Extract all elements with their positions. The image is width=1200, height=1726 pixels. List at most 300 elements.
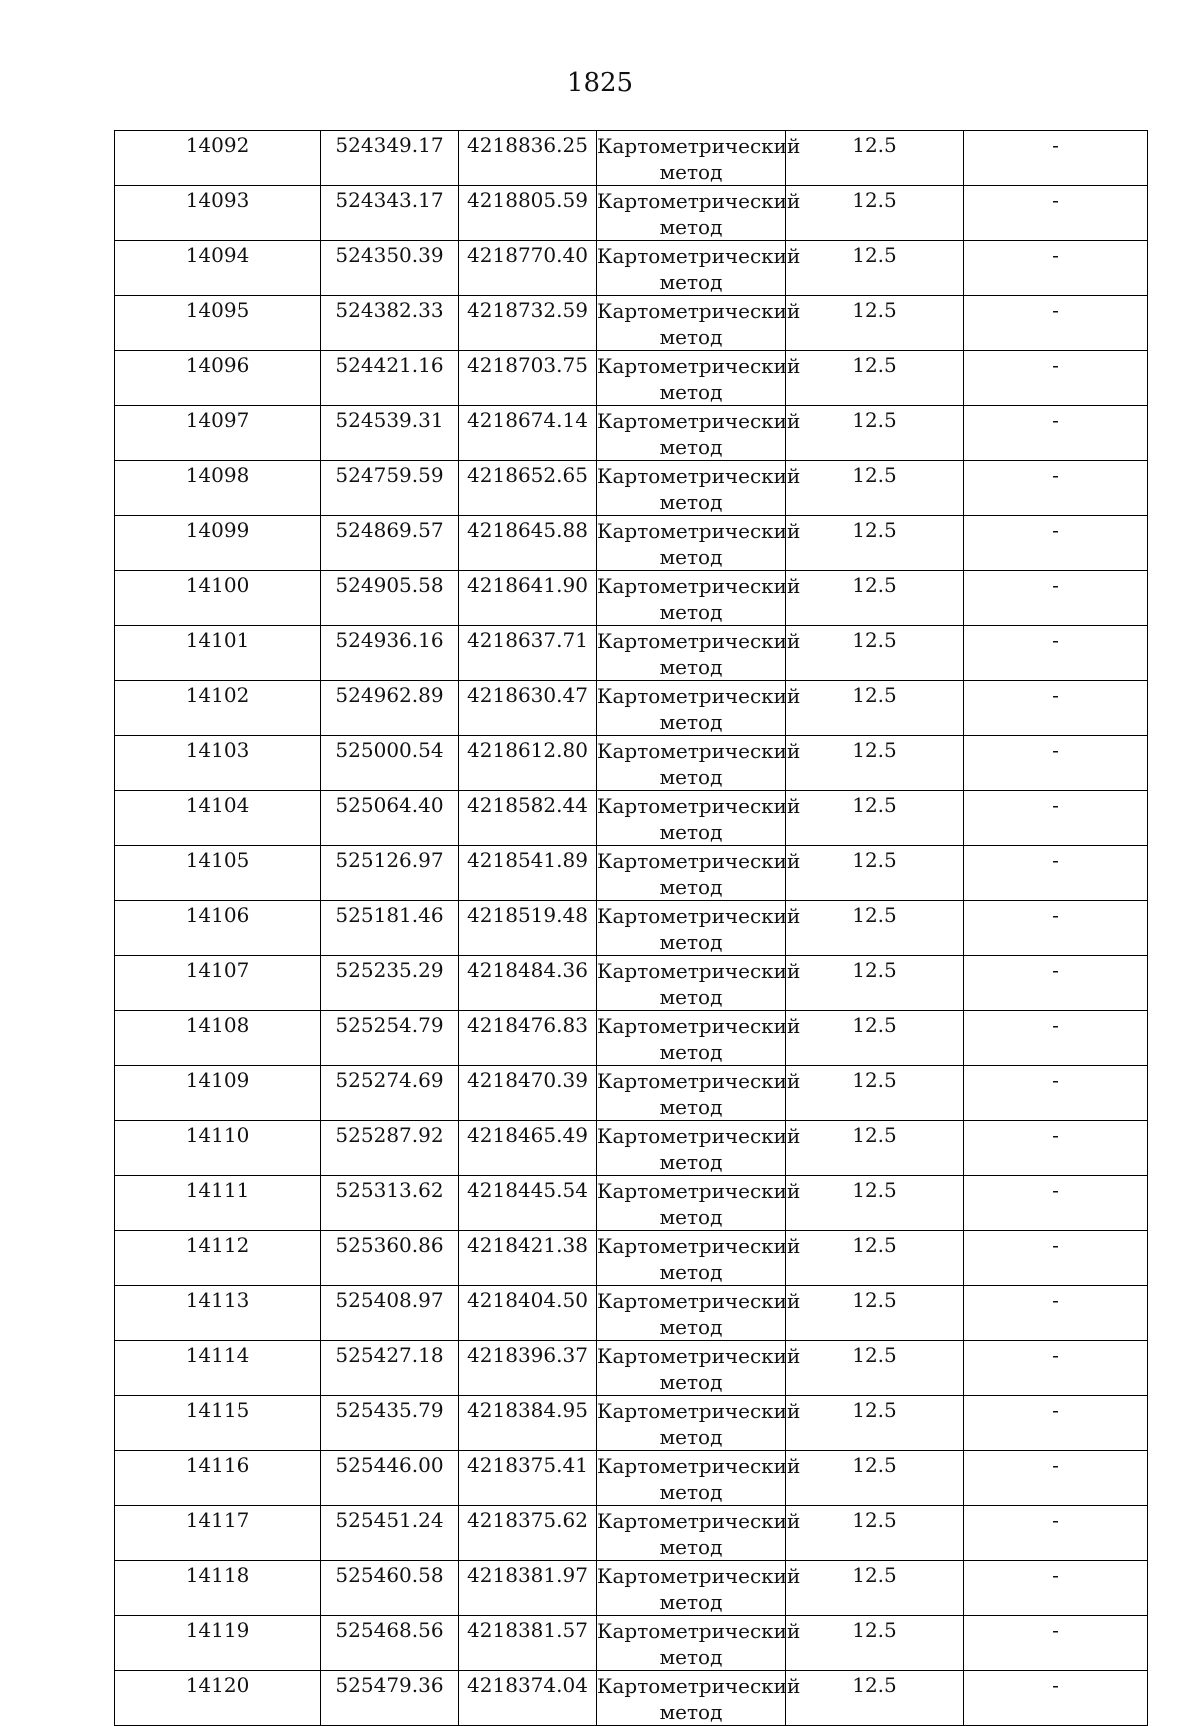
x-coordinate-text: 525408.97: [335, 1288, 444, 1312]
note-cell: [964, 681, 1148, 736]
table-row: [115, 681, 1148, 736]
x-coordinate-text: 524759.59: [335, 463, 444, 487]
point-number-text: 14109: [185, 1068, 250, 1092]
method-text: Картометрический метод: [597, 1564, 801, 1614]
x-coordinate-text: 525000.54: [335, 738, 444, 762]
point-number-text: 14119: [185, 1618, 250, 1642]
note-cell: [964, 1671, 1148, 1726]
point-number-cell: [115, 1341, 321, 1396]
point-number-cell: [115, 406, 321, 461]
table-row: [115, 1671, 1148, 1726]
point-number-text: 14111: [185, 1178, 250, 1202]
y-coordinate-text: 4218445.54: [467, 1178, 588, 1202]
precision-text: 12.5: [852, 573, 897, 597]
method-cell: [597, 1616, 801, 1671]
method-text: Картометрический метод: [597, 1014, 801, 1064]
method-text: Картометрический метод: [597, 189, 801, 239]
x-coordinate-text: 524421.16: [335, 353, 444, 377]
method-cell: [597, 1671, 801, 1726]
method-cell: [597, 1506, 801, 1561]
point-number-cell: [115, 351, 321, 406]
point-number-text: 14100: [185, 573, 250, 597]
note-cell: [964, 846, 1148, 901]
y-coordinate-cell: [459, 1066, 597, 1121]
method-text: Картометрический метод: [597, 629, 801, 679]
y-coordinate-text: 4218770.40: [467, 243, 588, 267]
point-number-cell: [115, 516, 321, 571]
x-coordinate-text: 524349.17: [335, 133, 444, 157]
note-text: -: [1052, 408, 1059, 432]
note-text: -: [1052, 903, 1059, 927]
precision-text: 12.5: [852, 1673, 897, 1697]
point-number-text: 14097: [185, 408, 250, 432]
x-coordinate-text: 524936.16: [335, 628, 444, 652]
y-coordinate-text: 4218375.41: [467, 1453, 588, 1477]
method-text: Картометрический метод: [597, 1454, 801, 1504]
method-text: Картометрический метод: [597, 1069, 801, 1119]
table-row: [115, 571, 1148, 626]
precision-text: 12.5: [852, 518, 897, 542]
table-row: [115, 1231, 1148, 1286]
y-coordinate-text: 4218375.62: [467, 1508, 588, 1532]
x-coordinate-cell: [321, 571, 459, 626]
note-cell: [964, 1286, 1148, 1341]
x-coordinate-text: 524539.31: [335, 408, 444, 432]
precision-text: 12.5: [852, 1398, 897, 1422]
point-number-text: 14102: [185, 683, 250, 707]
method-text: Картометрический метод: [597, 739, 801, 789]
x-coordinate-cell: [321, 681, 459, 736]
precision-text: 12.5: [852, 628, 897, 652]
x-coordinate-cell: [321, 1011, 459, 1066]
table-row: [115, 1011, 1148, 1066]
y-coordinate-cell: [459, 1396, 597, 1451]
method-cell: [597, 1451, 801, 1506]
precision-text: 12.5: [852, 1288, 897, 1312]
method-cell: [597, 626, 801, 681]
precision-cell: [786, 1671, 964, 1726]
point-number-cell: [115, 1231, 321, 1286]
point-number-cell: [115, 956, 321, 1011]
table-row: [115, 1561, 1148, 1616]
x-coordinate-text: 525274.69: [335, 1068, 444, 1092]
y-coordinate-text: 4218519.48: [467, 903, 588, 927]
method-cell: [597, 241, 801, 296]
precision-cell: [786, 791, 964, 846]
precision-text: 12.5: [852, 188, 897, 212]
point-number-text: 14110: [185, 1123, 250, 1147]
y-coordinate-text: 4218612.80: [467, 738, 588, 762]
table-row: [115, 791, 1148, 846]
x-coordinate-cell: [321, 296, 459, 351]
x-coordinate-cell: [321, 516, 459, 571]
note-cell: [964, 131, 1148, 186]
method-text: Картометрический метод: [597, 1234, 801, 1284]
method-text: Картометрический метод: [597, 574, 801, 624]
method-cell: [597, 1011, 801, 1066]
precision-cell: [786, 461, 964, 516]
precision-text: 12.5: [852, 243, 897, 267]
y-coordinate-text: 4218465.49: [467, 1123, 588, 1147]
point-number-cell: [115, 1011, 321, 1066]
precision-text: 12.5: [852, 1013, 897, 1037]
x-coordinate-cell: [321, 351, 459, 406]
y-coordinate-text: 4218836.25: [467, 133, 588, 157]
y-coordinate-text: 4218381.97: [467, 1563, 588, 1587]
method-cell: [597, 1286, 801, 1341]
x-coordinate-cell: [321, 1561, 459, 1616]
method-text: Картометрический метод: [597, 1289, 801, 1339]
precision-cell: [786, 681, 964, 736]
x-coordinate-text: 524905.58: [335, 573, 444, 597]
method-cell: [597, 1341, 801, 1396]
point-number-cell: [115, 1176, 321, 1231]
table-row: [115, 901, 1148, 956]
precision-text: 12.5: [852, 1453, 897, 1477]
point-number-cell: [115, 736, 321, 791]
y-coordinate-text: 4218652.65: [467, 463, 588, 487]
x-coordinate-text: 524962.89: [335, 683, 444, 707]
method-text: Картометрический метод: [597, 1124, 801, 1174]
point-number-text: 14115: [185, 1398, 250, 1422]
method-text: Картометрический метод: [597, 959, 801, 1009]
point-number-text: 14104: [185, 793, 250, 817]
y-coordinate-text: 4218374.04: [467, 1673, 588, 1697]
method-text: Картометрический метод: [597, 794, 801, 844]
precision-cell: [786, 1176, 964, 1231]
method-cell: [597, 131, 801, 186]
x-coordinate-cell: [321, 1231, 459, 1286]
precision-cell: [786, 186, 964, 241]
note-cell: [964, 1231, 1148, 1286]
x-coordinate-cell: [321, 791, 459, 846]
method-text: Картометрический метод: [597, 684, 801, 734]
y-coordinate-text: 4218641.90: [467, 573, 588, 597]
point-number-text: 14095: [185, 298, 250, 322]
precision-cell: [786, 626, 964, 681]
point-number-cell: [115, 1286, 321, 1341]
note-text: -: [1052, 1398, 1059, 1422]
note-cell: [964, 186, 1148, 241]
note-text: -: [1052, 463, 1059, 487]
note-cell: [964, 791, 1148, 846]
method-text: Картометрический метод: [597, 1509, 801, 1559]
note-cell: [964, 406, 1148, 461]
note-cell: [964, 1451, 1148, 1506]
precision-text: 12.5: [852, 848, 897, 872]
precision-cell: [786, 1451, 964, 1506]
y-coordinate-cell: [459, 736, 597, 791]
method-cell: [597, 736, 801, 791]
table-row: [115, 846, 1148, 901]
x-coordinate-cell: [321, 736, 459, 791]
method-cell: [597, 296, 801, 351]
method-cell: [597, 186, 801, 241]
point-number-cell: [115, 626, 321, 681]
x-coordinate-text: 525181.46: [335, 903, 444, 927]
method-cell: [597, 1231, 801, 1286]
point-number-text: 14103: [185, 738, 250, 762]
x-coordinate-text: 524869.57: [335, 518, 444, 542]
precision-cell: [786, 1396, 964, 1451]
table-row: [115, 351, 1148, 406]
note-cell: [964, 241, 1148, 296]
point-number-cell: [115, 1671, 321, 1726]
precision-cell: [786, 1011, 964, 1066]
method-text: Картометрический метод: [597, 409, 801, 459]
y-coordinate-text: 4218805.59: [467, 188, 588, 212]
point-number-cell: [115, 131, 321, 186]
x-coordinate-text: 525287.92: [335, 1123, 444, 1147]
x-coordinate-text: 525446.00: [335, 1453, 444, 1477]
x-coordinate-cell: [321, 406, 459, 461]
y-coordinate-cell: [459, 846, 597, 901]
point-number-text: 14113: [185, 1288, 250, 1312]
y-coordinate-text: 4218582.44: [467, 793, 588, 817]
note-text: -: [1052, 353, 1059, 377]
y-coordinate-cell: [459, 351, 597, 406]
y-coordinate-text: 4218703.75: [467, 353, 588, 377]
y-coordinate-text: 4218396.37: [467, 1343, 588, 1367]
note-cell: [964, 1121, 1148, 1176]
precision-text: 12.5: [852, 1563, 897, 1587]
note-cell: [964, 626, 1148, 681]
note-text: -: [1052, 1343, 1059, 1367]
point-number-text: 14101: [185, 628, 250, 652]
table-row: [115, 516, 1148, 571]
y-coordinate-cell: [459, 1011, 597, 1066]
method-cell: [597, 1121, 801, 1176]
x-coordinate-cell: [321, 1616, 459, 1671]
point-number-cell: [115, 1506, 321, 1561]
point-number-text: 14112: [185, 1233, 250, 1257]
method-text: Картометрический метод: [597, 1619, 801, 1669]
method-text: Картометрический метод: [597, 354, 801, 404]
y-coordinate-text: 4218381.57: [467, 1618, 588, 1642]
point-number-cell: [115, 186, 321, 241]
point-number-cell: [115, 296, 321, 351]
y-coordinate-text: 4218384.95: [467, 1398, 588, 1422]
point-number-text: 14114: [185, 1343, 250, 1367]
note-text: -: [1052, 133, 1059, 157]
method-text: Картометрический метод: [597, 1179, 801, 1229]
precision-cell: [786, 1286, 964, 1341]
point-number-text: 14093: [185, 188, 250, 212]
y-coordinate-cell: [459, 571, 597, 626]
point-number-text: 14092: [185, 133, 250, 157]
x-coordinate-text: 525460.58: [335, 1563, 444, 1587]
precision-text: 12.5: [852, 793, 897, 817]
point-number-cell: [115, 1066, 321, 1121]
note-text: -: [1052, 1233, 1059, 1257]
point-number-cell: [115, 241, 321, 296]
precision-text: 12.5: [852, 1508, 897, 1532]
x-coordinate-text: 525435.79: [335, 1398, 444, 1422]
precision-text: 12.5: [852, 408, 897, 432]
y-coordinate-cell: [459, 1231, 597, 1286]
y-coordinate-cell: [459, 1506, 597, 1561]
y-coordinate-cell: [459, 1286, 597, 1341]
table-row: [115, 131, 1148, 186]
method-cell: [597, 901, 801, 956]
x-coordinate-text: 525064.40: [335, 793, 444, 817]
note-cell: [964, 1066, 1148, 1121]
x-coordinate-text: 525468.56: [335, 1618, 444, 1642]
method-cell: [597, 516, 801, 571]
precision-text: 12.5: [852, 1233, 897, 1257]
y-coordinate-text: 4218484.36: [467, 958, 588, 982]
method-text: Картометрический метод: [597, 904, 801, 954]
note-text: -: [1052, 188, 1059, 212]
precision-text: 12.5: [852, 903, 897, 927]
precision-cell: [786, 1506, 964, 1561]
point-number-text: 14117: [185, 1508, 250, 1532]
note-cell: [964, 296, 1148, 351]
note-text: -: [1052, 1453, 1059, 1477]
note-text: -: [1052, 243, 1059, 267]
x-coordinate-cell: [321, 626, 459, 681]
x-coordinate-text: 525360.86: [335, 1233, 444, 1257]
point-number-text: 14116: [185, 1453, 250, 1477]
x-coordinate-cell: [321, 1066, 459, 1121]
y-coordinate-cell: [459, 1561, 597, 1616]
table-row: [115, 1451, 1148, 1506]
note-cell: [964, 1341, 1148, 1396]
x-coordinate-cell: [321, 1506, 459, 1561]
precision-cell: [786, 351, 964, 406]
x-coordinate-text: 524382.33: [335, 298, 444, 322]
x-coordinate-text: 525254.79: [335, 1013, 444, 1037]
precision-text: 12.5: [852, 958, 897, 982]
y-coordinate-cell: [459, 956, 597, 1011]
method-text: Картометрический метод: [597, 1344, 801, 1394]
y-coordinate-cell: [459, 131, 597, 186]
x-coordinate-cell: [321, 846, 459, 901]
method-text: Картометрический метод: [597, 244, 801, 294]
y-coordinate-text: 4218404.50: [467, 1288, 588, 1312]
x-coordinate-cell: [321, 1671, 459, 1726]
precision-cell: [786, 1561, 964, 1616]
point-number-text: 14094: [185, 243, 250, 267]
precision-cell: [786, 1341, 964, 1396]
x-coordinate-text: 525451.24: [335, 1508, 444, 1532]
y-coordinate-text: 4218630.47: [467, 683, 588, 707]
table-row: [115, 1121, 1148, 1176]
note-text: -: [1052, 628, 1059, 652]
precision-cell: [786, 241, 964, 296]
x-coordinate-text: 525479.36: [335, 1673, 444, 1697]
point-number-cell: [115, 681, 321, 736]
x-coordinate-text: 525235.29: [335, 958, 444, 982]
y-coordinate-cell: [459, 296, 597, 351]
y-coordinate-cell: [459, 186, 597, 241]
x-coordinate-cell: [321, 1341, 459, 1396]
note-text: -: [1052, 1508, 1059, 1532]
table-row: [115, 186, 1148, 241]
x-coordinate-cell: [321, 1286, 459, 1341]
method-cell: [597, 571, 801, 626]
precision-cell: [786, 296, 964, 351]
table-row: [115, 1341, 1148, 1396]
point-number-cell: [115, 1561, 321, 1616]
note-text: -: [1052, 848, 1059, 872]
method-cell: [597, 1066, 801, 1121]
y-coordinate-cell: [459, 461, 597, 516]
y-coordinate-cell: [459, 791, 597, 846]
y-coordinate-text: 4218637.71: [467, 628, 588, 652]
table-row: [115, 626, 1148, 681]
point-number-text: 14098: [185, 463, 250, 487]
y-coordinate-text: 4218732.59: [467, 298, 588, 322]
y-coordinate-cell: [459, 241, 597, 296]
point-number-cell: [115, 1396, 321, 1451]
x-coordinate-cell: [321, 1396, 459, 1451]
table-row: [115, 1286, 1148, 1341]
table-row: [115, 406, 1148, 461]
page-number: 1825: [566, 68, 634, 98]
note-text: -: [1052, 1013, 1059, 1037]
note-text: -: [1052, 518, 1059, 542]
x-coordinate-text: 524350.39: [335, 243, 444, 267]
x-coordinate-cell: [321, 956, 459, 1011]
note-cell: [964, 461, 1148, 516]
note-cell: [964, 1396, 1148, 1451]
method-cell: [597, 406, 801, 461]
x-coordinate-text: 525126.97: [335, 848, 444, 872]
y-coordinate-cell: [459, 1176, 597, 1231]
precision-text: 12.5: [852, 1068, 897, 1092]
y-coordinate-cell: [459, 1671, 597, 1726]
y-coordinate-cell: [459, 1616, 597, 1671]
point-number-text: 14108: [185, 1013, 250, 1037]
y-coordinate-text: 4218674.14: [467, 408, 588, 432]
precision-text: 12.5: [852, 738, 897, 762]
note-text: -: [1052, 1123, 1059, 1147]
method-cell: [597, 1396, 801, 1451]
precision-cell: [786, 1066, 964, 1121]
coordinates-table: [114, 130, 1148, 1726]
y-coordinate-cell: [459, 901, 597, 956]
table-row: [115, 296, 1148, 351]
note-cell: [964, 1616, 1148, 1671]
point-number-cell: [115, 791, 321, 846]
y-coordinate-text: 4218541.89: [467, 848, 588, 872]
precision-cell: [786, 956, 964, 1011]
note-text: -: [1052, 958, 1059, 982]
y-coordinate-cell: [459, 1121, 597, 1176]
precision-text: 12.5: [852, 133, 897, 157]
table-row: [115, 1506, 1148, 1561]
note-cell: [964, 736, 1148, 791]
point-number-text: 14118: [185, 1563, 250, 1587]
x-coordinate-cell: [321, 461, 459, 516]
note-text: -: [1052, 1288, 1059, 1312]
table-row: [115, 461, 1148, 516]
table-row: [115, 736, 1148, 791]
method-cell: [597, 681, 801, 736]
y-coordinate-cell: [459, 1451, 597, 1506]
precision-cell: [786, 1121, 964, 1176]
point-number-text: 14099: [185, 518, 250, 542]
precision-cell: [786, 736, 964, 791]
note-cell: [964, 1506, 1148, 1561]
note-text: -: [1052, 793, 1059, 817]
note-cell: [964, 1176, 1148, 1231]
method-text: Картометрический метод: [597, 1674, 801, 1724]
x-coordinate-cell: [321, 901, 459, 956]
note-text: -: [1052, 738, 1059, 762]
table-row: [115, 1396, 1148, 1451]
